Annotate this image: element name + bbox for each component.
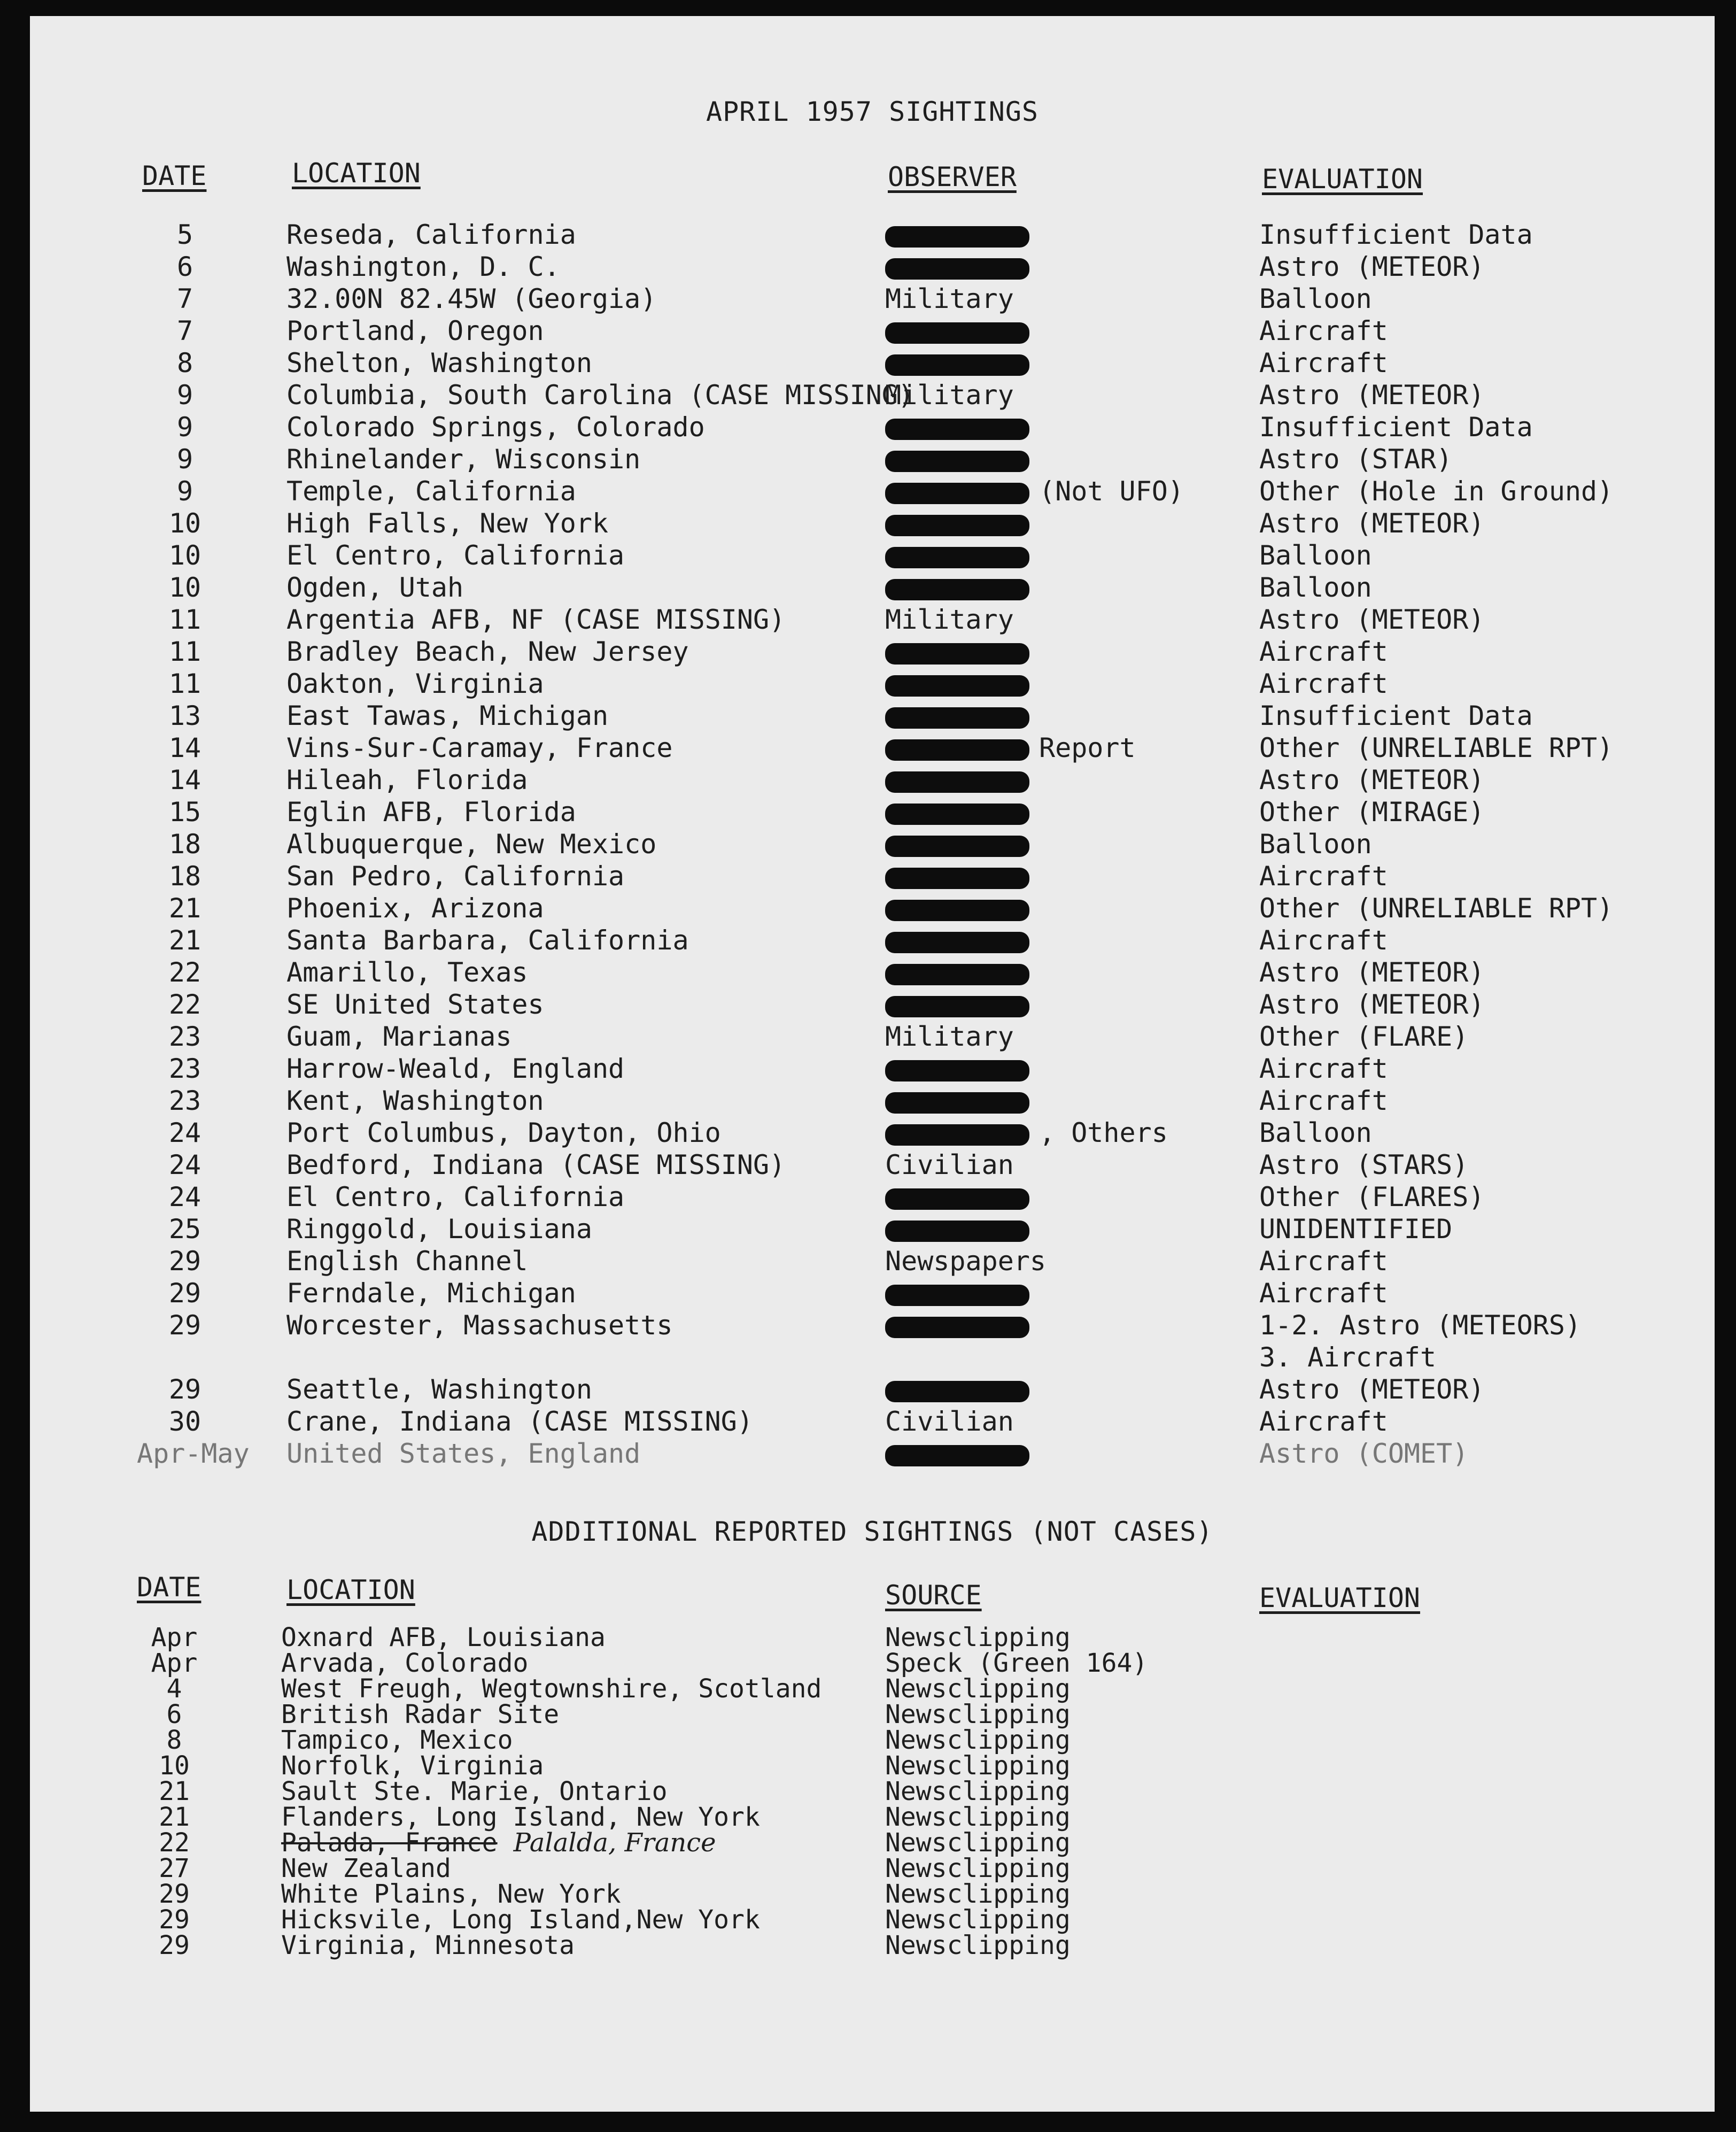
sighting-evaluation: Aircraft [1259,1053,1388,1084]
sighting-observer [885,957,1039,988]
additional-row [30,1828,1715,1858]
sighting-location: Shelton, Washington [286,347,592,378]
sighting-evaluation: Aircraft [1259,636,1388,667]
additional-date: Apr [151,1648,198,1678]
sighting-evaluation: Other (FLARES) [1259,1181,1485,1212]
additional-header-location: LOCATION [286,1574,415,1605]
sighting-evaluation: Aircraft [1259,1406,1388,1437]
sighting-observer [885,219,1039,250]
sighting-date: 7 [176,315,193,346]
sighting-location: Portland, Oregon [286,315,544,346]
additional-row [30,1648,1715,1678]
sighting-observer [885,700,1039,731]
sighting-row [30,1278,1715,1310]
additional-location-text: Virginia, Minnesota [281,1930,575,1960]
sighting-row [30,1181,1715,1214]
sighting-date: 29 [168,1278,201,1309]
sighting-observer [885,380,1014,411]
additional-source: Newsclipping [885,1853,1071,1883]
sighting-row [30,989,1715,1021]
additional-source: Newsclipping [885,1725,1071,1755]
sighting-date: 21 [168,925,201,956]
sighting-evaluation: Aircraft [1259,315,1388,346]
sighting-row [30,797,1715,829]
additional-source: Speck (Green 164) [885,1648,1148,1678]
additional-source: Newsclipping [885,1879,1071,1909]
sighting-observer [885,540,1039,571]
additional-location-text: Oxnard AFB, Louisiana [281,1623,606,1652]
sighting-observer [885,989,1039,1020]
sighting-row [30,1021,1715,1053]
sighting-date: 14 [168,732,201,763]
sighting-location: Ogden, Utah [286,572,464,603]
sighting-date: 6 [176,251,193,282]
sighting-row [30,861,1715,893]
sighting-row [30,925,1715,957]
sighting-location: Vins-Sur-Caramay, France [286,732,673,763]
sighting-date: 10 [168,572,201,603]
additional-header-date: DATE [137,1572,201,1603]
sighting-evaluation: Aircraft [1259,1246,1388,1277]
sighting-row [30,1085,1715,1117]
sighting-observer [885,1310,1039,1341]
sighting-row [30,380,1715,412]
sighting-evaluation: Other (UNRELIABLE RPT) [1259,893,1614,924]
sighting-date: 9 [176,444,193,475]
sighting-observer [885,1438,1039,1469]
sighting-observer [885,636,1039,667]
sighting-location: High Falls, New York [286,508,609,539]
sighting-observer [885,1117,1168,1148]
redaction-bar [885,771,1029,793]
sighting-date: 29 [168,1310,201,1341]
additional-row [30,1776,1715,1806]
sighting-location: San Pedro, California [286,861,625,892]
additional-source: Newsclipping [885,1751,1071,1781]
additional-date: 29 [159,1905,190,1935]
sighting-date: 23 [168,1053,201,1084]
sighting-date: 11 [168,668,201,699]
sighting-location: Oakton, Virginia [286,668,544,699]
redaction-bar [885,932,1029,953]
additional-date: 21 [159,1776,190,1806]
additional-location [281,1930,575,1960]
sighting-location: Amarillo, Texas [286,957,528,988]
sighting-observer [885,1246,1046,1277]
additional-date: 29 [159,1930,190,1960]
sighting-observer [885,572,1039,603]
sighting-evaluation: Astro (METEOR) [1259,251,1485,282]
sighting-evaluation: Astro (METEOR) [1259,380,1485,411]
sighting-row [30,444,1715,476]
sighting-date: 11 [168,636,201,667]
sighting-evaluation: Astro (COMET) [1259,1438,1469,1469]
header-date: DATE [142,160,207,191]
sighting-location: Kent, Washington [286,1085,544,1116]
sighting-observer [885,444,1039,475]
sighting-evaluation: Balloon [1259,1117,1372,1148]
sighting-date: 29 [168,1246,201,1277]
sighting-location: Columbia, South Carolina (CASE MISSING) [286,380,914,411]
observer-text: Military [885,283,1014,314]
redaction-bar [885,643,1029,665]
sighting-observer [885,1406,1014,1437]
additional-row [30,1853,1715,1883]
sighting-date: 24 [168,1181,201,1212]
sighting-row [30,476,1715,508]
observer-text: Military [885,604,1014,635]
sighting-evaluation: Other (MIRAGE) [1259,797,1485,828]
redaction-bar [885,322,1029,344]
sighting-date: 9 [176,412,193,443]
additional-location-text: Tampico, Mexico [281,1725,513,1755]
redaction-bar [885,739,1029,761]
header-evaluation: EVALUATION [1262,164,1423,195]
observer-text: Newspapers [885,1246,1047,1277]
additional-source: Newsclipping [885,1802,1071,1832]
redaction-bar [885,1188,1029,1210]
sighting-observer [885,829,1039,860]
sighting-row [30,1406,1715,1438]
redaction-bar [885,675,1029,697]
sighting-row [30,829,1715,861]
sighting-location: Argentia AFB, NF (CASE MISSING) [286,604,786,635]
sighting-location: Bradley Beach, New Jersey [286,636,689,667]
sighting-location: SE United States [286,989,544,1020]
sighting-location: Reseda, California [286,219,576,250]
sighting-row [30,1149,1715,1181]
additional-date: Apr [151,1623,198,1652]
sighting-observer [885,315,1039,346]
sighting-row [30,604,1715,636]
sighting-observer [885,1374,1039,1405]
redaction-bar [885,1124,1029,1146]
additional-row [30,1700,1715,1729]
redaction-bar [885,1285,1029,1306]
redaction-bar [885,579,1029,600]
sighting-evaluation: Other (UNRELIABLE RPT) [1259,732,1614,763]
observer-text: Report [1039,732,1136,763]
additional-source: Newsclipping [885,1674,1071,1704]
sighting-observer [885,283,1014,314]
observer-text: (Not UFO) [1039,476,1184,507]
sighting-date: 7 [176,283,193,314]
sighting-row [30,347,1715,380]
sighting-evaluation: 1-2. Astro (METEORS) [1259,1310,1582,1341]
sighting-location: Harrow-Weald, England [286,1053,625,1084]
sighting-evaluation: Insufficient Data [1259,412,1533,443]
observer-text: , Others [1039,1117,1168,1148]
sighting-evaluation: Aircraft [1259,861,1388,892]
redaction-bar [885,1060,1029,1082]
sighting-location: United States, England [286,1438,641,1469]
sighting-date: 29 [168,1374,201,1405]
sighting-location: Temple, California [286,476,576,507]
observer-text: Civilian [885,1149,1014,1180]
redaction-bar [885,354,1029,376]
redaction-bar [885,996,1029,1017]
additional-date: 29 [159,1879,190,1909]
additional-location-text: New Zealand [281,1853,451,1883]
sighting-row [30,315,1715,347]
sighting-observer [885,251,1039,282]
redaction-bar [885,1317,1029,1338]
sighting-row [30,957,1715,989]
document-page [30,16,1715,2112]
sighting-evaluation: Astro (METEOR) [1259,989,1485,1020]
additional-source: Newsclipping [885,1828,1071,1858]
sighting-row [30,668,1715,700]
additional-location-text: British Radar Site [281,1700,560,1729]
sighting-observer [885,893,1039,924]
additional-row [30,1802,1715,1832]
redaction-bar [885,1092,1029,1114]
sighting-evaluation: Insufficient Data [1259,700,1533,731]
additional-location-text: Palada, France [281,1828,498,1858]
sighting-row [30,700,1715,732]
redaction-bar [885,964,1029,985]
sighting-observer [885,412,1039,443]
sighting-row [30,283,1715,315]
sighting-row [30,1053,1715,1085]
additional-header-evaluation: EVALUATION [1259,1582,1421,1613]
additional-source: Newsclipping [885,1776,1071,1806]
additional-row [30,1623,1715,1652]
sighting-date: 23 [168,1085,201,1116]
redaction-bar [885,258,1029,280]
sighting-row [30,764,1715,797]
redaction-bar [885,483,1029,504]
sighting-date: 5 [176,219,193,250]
sighting-date: 18 [168,829,201,860]
sighting-evaluation: Aircraft [1259,1085,1388,1116]
sighting-location: Eglin AFB, Florida [286,797,576,828]
sighting-evaluation: Balloon [1259,540,1372,571]
sighting-observer [885,668,1039,699]
sighting-evaluation: Aircraft [1259,347,1388,378]
redaction-bar [885,868,1029,889]
observer-text: Military [885,1021,1014,1052]
sighting-date: 9 [176,476,193,507]
sighting-row [30,893,1715,925]
sighting-location: Ferndale, Michigan [286,1278,576,1309]
observer-text: Civilian [885,1406,1014,1437]
redaction-bar [885,547,1029,568]
additional-source: Newsclipping [885,1623,1071,1652]
sighting-location: El Centro, California [286,540,625,571]
sighting-evaluation: Aircraft [1259,925,1388,956]
redaction-bar [885,836,1029,857]
sighting-location: Bedford, Indiana (CASE MISSING) [286,1149,786,1180]
sighting-location: English Channel [286,1246,528,1277]
redaction-bar [885,451,1029,472]
sighting-location: Washington, D. C. [286,251,560,282]
additional-date: 6 [166,1700,182,1729]
sighting-row [30,540,1715,572]
sighting-location: Ringgold, Louisiana [286,1214,592,1245]
sighting-row [30,1246,1715,1278]
sighting-location: Crane, Indiana (CASE MISSING) [286,1406,753,1437]
additional-row [30,1751,1715,1781]
additional-row [30,1905,1715,1935]
additional-row [30,1930,1715,1960]
sighting-evaluation: Astro (METEOR) [1259,604,1485,635]
sighting-evaluation: Astro (METEOR) [1259,1374,1485,1405]
sighting-observer [885,732,1136,763]
redaction-bar [885,900,1029,921]
sighting-evaluation: Other (FLARE) [1259,1021,1469,1052]
sighting-observer [885,1085,1039,1116]
header-location: LOCATION [292,158,421,189]
sighting-row [30,1374,1715,1406]
additional-location-text: West Freugh, Wegtownshire, Scotland [281,1674,822,1704]
additional-location-text: Arvada, Colorado [281,1648,529,1678]
additional-date: 27 [159,1853,190,1883]
sighting-evaluation: Astro (METEOR) [1259,764,1485,795]
sighting-observer [885,797,1039,828]
handwritten-correction: Palalda, France [513,1828,716,1858]
additional-source: Newsclipping [885,1930,1071,1960]
sighting-evaluation: Aircraft [1259,1278,1388,1309]
sighting-observer [885,925,1039,956]
sighting-observer [885,604,1014,635]
sighting-evaluation: Astro (STAR) [1259,444,1453,475]
page-title: APRIL 1957 SIGHTINGS [706,96,1039,127]
sighting-evaluation: Astro (METEOR) [1259,957,1485,988]
additional-date: 8 [166,1725,182,1755]
redaction-bar [885,707,1029,729]
additional-location-text: Hicksvile, Long Island,New York [281,1905,760,1935]
sighting-date: 25 [168,1214,201,1245]
sighting-date: 18 [168,861,201,892]
sighting-date: 9 [176,380,193,411]
additional-header-source: SOURCE [885,1580,982,1611]
header-observer: OBSERVER [888,161,1017,192]
sighting-date: 14 [168,764,201,795]
additional-location-text: Sault Ste. Marie, Ontario [281,1776,668,1806]
sighting-observer [885,1053,1039,1084]
sighting-observer [885,476,1184,507]
additional-location-text: White Plains, New York [281,1879,621,1909]
sighting-location: Colorado Springs, Colorado [286,412,705,443]
sighting-location: Hileah, Florida [286,764,528,795]
sighting-row [30,1310,1715,1342]
additional-location-text: Norfolk, Virginia [281,1751,544,1781]
sighting-date: 15 [168,797,201,828]
sighting-date: 24 [168,1149,201,1180]
sighting-date: 21 [168,893,201,924]
sighting-location: Phoenix, Arizona [286,893,544,924]
sighting-location: 32.00N 82.45W (Georgia) [286,283,657,314]
sighting-row [30,572,1715,604]
sighting-observer [885,508,1039,539]
sighting-observer [885,861,1039,892]
sighting-location: Port Columbus, Dayton, Ohio [286,1117,721,1148]
redaction-bar [885,804,1029,825]
sighting-observer [885,1021,1014,1052]
sighting-location: Albuquerque, New Mexico [286,829,657,860]
redaction-bar [885,1221,1029,1242]
sighting-row [30,636,1715,668]
sighting-date: 10 [168,508,201,539]
sighting-observer [885,1149,1014,1180]
additional-source: Newsclipping [885,1905,1071,1935]
sighting-row [30,251,1715,283]
sighting-row [30,1438,1715,1470]
observer-text: Military [885,380,1014,411]
additional-row [30,1879,1715,1909]
sighting-location: Seattle, Washington [286,1374,592,1405]
sighting-evaluation: Balloon [1259,829,1372,860]
sighting-observer [885,347,1039,378]
sighting-row [30,1117,1715,1149]
sighting-row [30,219,1715,251]
sighting-location: Guam, Marianas [286,1021,512,1052]
sighting-row [30,1214,1715,1246]
additional-row [30,1725,1715,1755]
sighting-evaluation: Balloon [1259,572,1372,603]
sighting-location: Santa Barbara, California [286,925,689,956]
additional-date: 10 [159,1751,190,1781]
sighting-date: 22 [168,989,201,1020]
sighting-date: Apr-May [137,1438,250,1469]
sighting-location: El Centro, California [286,1181,625,1212]
sighting-date: 30 [168,1406,201,1437]
additional-source: Newsclipping [885,1700,1071,1729]
redaction-bar [885,515,1029,536]
sighting-location: East Tawas, Michigan [286,700,609,731]
sighting-location: Rhinelander, Wisconsin [286,444,641,475]
sighting-evaluation: Astro (STARS) [1259,1149,1469,1180]
redaction-bar [885,1445,1029,1466]
sighting-evaluation: Astro (METEOR) [1259,508,1485,539]
sighting-evaluation: Other (Hole in Ground) [1259,476,1614,507]
sighting-row [30,508,1715,540]
sighting-observer [885,1278,1039,1309]
sighting-observer [885,764,1039,795]
sighting-observer [885,1214,1039,1245]
additional-date: 21 [159,1802,190,1832]
evaluation-continuation: 3. Aircraft [1259,1342,1437,1373]
sighting-row [30,412,1715,444]
redaction-bar [885,1381,1029,1402]
sighting-date: 13 [168,700,201,731]
redaction-bar [885,419,1029,440]
sighting-date: 22 [168,957,201,988]
sighting-row [30,732,1715,764]
sighting-location: Worcester, Massachusetts [286,1310,673,1341]
sighting-date: 24 [168,1117,201,1148]
sighting-date: 23 [168,1021,201,1052]
sighting-evaluation: Aircraft [1259,668,1388,699]
sighting-evaluation: Balloon [1259,283,1372,314]
sighting-observer [885,1181,1039,1212]
additional-date: 4 [166,1674,182,1704]
additional-location-text: Flanders, Long Island, New York [281,1802,760,1832]
additional-title: ADDITIONAL REPORTED SIGHTINGS (NOT CASES) [531,1516,1213,1547]
sighting-date: 10 [168,540,201,571]
sighting-evaluation: Insufficient Data [1259,219,1533,250]
additional-row [30,1674,1715,1704]
sighting-date: 8 [176,347,193,378]
redaction-bar [885,226,1029,248]
additional-date: 22 [159,1828,190,1858]
sighting-evaluation: UNIDENTIFIED [1259,1214,1453,1245]
sighting-date: 11 [168,604,201,635]
